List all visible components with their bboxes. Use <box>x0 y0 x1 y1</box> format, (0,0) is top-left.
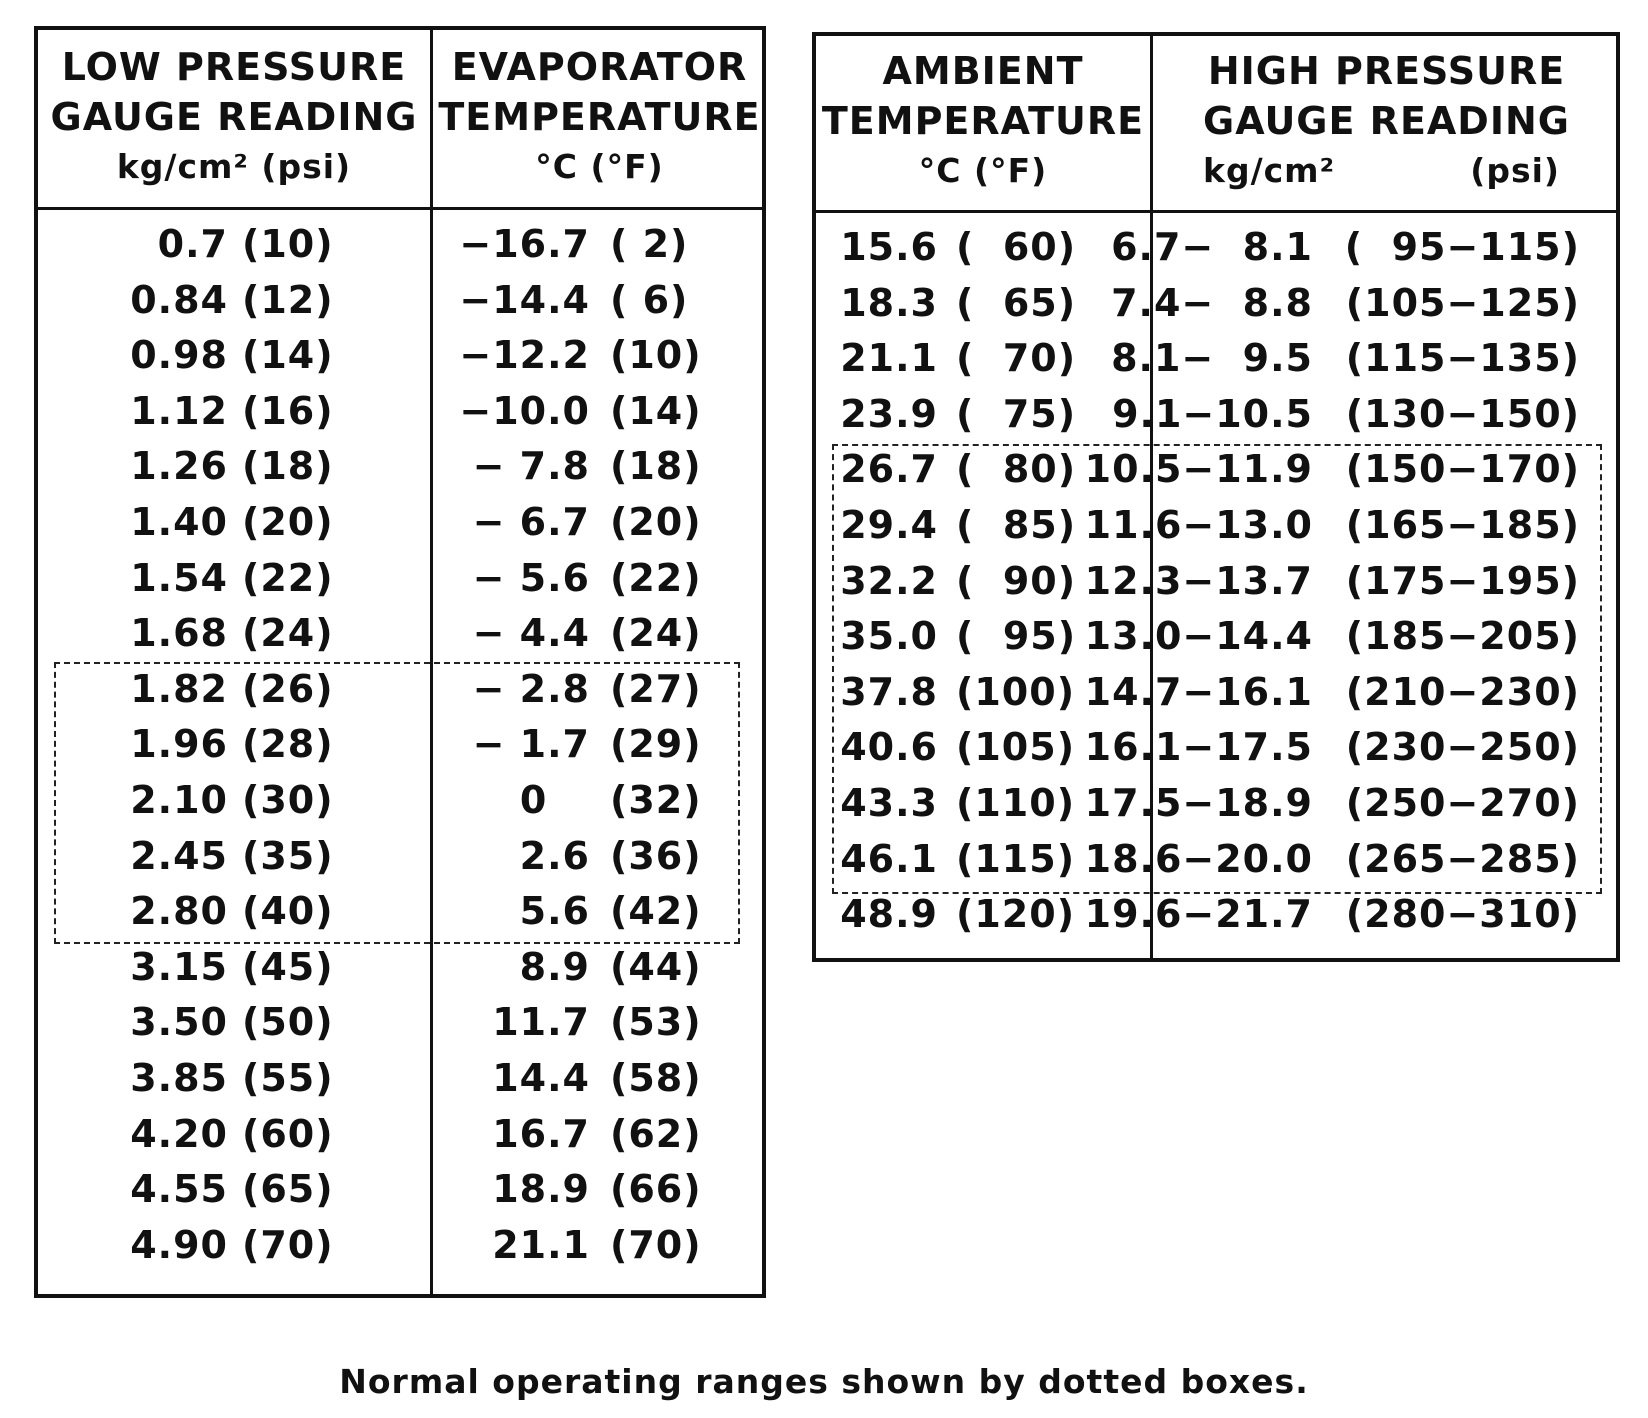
high-pressure-header-units-row <box>1153 146 1620 196</box>
evaporator-c-cell: −12.2 <box>459 333 590 378</box>
evaporator-c-cell: 14.4 <box>492 1056 590 1100</box>
low-pressure-kg-cell: 0.84 <box>130 277 228 322</box>
high-pressure-header-line1: HIGH PRESSURE <box>1207 49 1566 93</box>
ambient-f-cell: ( 90) <box>956 558 1077 603</box>
evaporator-c-cell: 16.7 <box>492 1111 590 1156</box>
high-pressure-kg-cell: 10.5−11.9 <box>1084 447 1313 492</box>
evaporator-f-cell: (32) <box>610 778 702 822</box>
evaporator-c-cell: − 6.7 <box>472 500 590 544</box>
low-pressure-header <box>38 42 430 192</box>
low-pressure-kg-cell: 4.20 <box>130 1111 228 1156</box>
high-pressure-header <box>1153 46 1620 196</box>
high-pressure-psi-cell: (265−285) <box>1345 836 1580 881</box>
high-pressure-kg-cell: 16.1−17.5 <box>1084 725 1313 770</box>
high-pressure-kg-cell: 11.6−13.0 <box>1084 503 1313 547</box>
low-pressure-header-units: kg/cm² (psi) <box>116 147 352 186</box>
low-pressure-psi-cell: (35) <box>242 833 334 878</box>
ambient-f-cell: ( 95) <box>956 614 1077 659</box>
ambient-c-cell: 48.9 <box>840 892 938 937</box>
ambient-f-cell: ( 75) <box>956 391 1077 436</box>
high-pressure-kg-cell: 12.3−13.7 <box>1084 558 1313 603</box>
evaporator-f-cell: (66) <box>610 1167 702 1212</box>
evaporator-f-cell: (27) <box>610 666 702 711</box>
evaporator-c-cell: 8.9 <box>519 944 590 989</box>
high-pressure-psi-cell: (185−205) <box>1345 614 1580 659</box>
high-pressure-kg-cell: 9.1−10.5 <box>1112 391 1313 436</box>
evaporator-c-cell: 11.7 <box>492 1000 590 1045</box>
low-pressure-psi-cell: (55) <box>242 1056 334 1100</box>
ambient-f-cell: ( 65) <box>956 280 1077 325</box>
high-pressure-kg-cell: 17.5−18.9 <box>1084 781 1313 825</box>
ambient-c-cell: 26.7 <box>840 447 938 492</box>
ambient-c-cell: 15.6 <box>840 225 938 269</box>
ambient-c-cell: 35.0 <box>840 614 938 659</box>
low-pressure-psi-cell: (18) <box>242 444 334 489</box>
high-pressure-psi-cell: (210−230) <box>1345 669 1580 714</box>
ambient-f-cell: (100) <box>956 669 1076 714</box>
evaporator-f-cell: (53) <box>610 1000 702 1045</box>
evaporator-temp-header <box>433 42 766 192</box>
evaporator-f-cell: (36) <box>610 833 702 878</box>
low-pressure-kg-cell: 1.54 <box>130 555 228 600</box>
ambient-temp-header-line2: TEMPERATURE <box>821 99 1145 143</box>
high-pressure-header-units-psi: (psi) <box>1470 151 1560 190</box>
high-pressure-header-line2: GAUGE READING <box>1203 99 1570 143</box>
high-pressure-psi-cell: (115−135) <box>1345 336 1580 381</box>
low-pressure-psi-cell: (10) <box>242 222 334 266</box>
ambient-c-cell: 40.6 <box>840 725 938 770</box>
low-pressure-kg-cell: 2.45 <box>130 833 228 878</box>
evaporator-f-cell: (42) <box>610 889 702 934</box>
evaporator-f-cell: (10) <box>610 333 702 378</box>
high-pressure-psi-cell: (105−125) <box>1345 280 1580 325</box>
high-pressure-kg-cell: 7.4− 8.8 <box>1111 280 1313 325</box>
evaporator-f-cell: ( 6) <box>610 277 689 322</box>
evaporator-temp-header-units: °C (°F) <box>535 147 664 186</box>
ambient-f-cell: ( 80) <box>956 447 1077 492</box>
high-pressure-kg-cell: 6.7− 8.1 <box>1111 225 1313 269</box>
low-pressure-psi-cell: (45) <box>242 944 334 989</box>
high-pressure-psi-cell: (230−250) <box>1345 725 1580 770</box>
high-pressure-psi-cell: (250−270) <box>1345 781 1580 825</box>
high-pressure-psi-cell: ( 95−115) <box>1344 225 1580 269</box>
ambient-f-cell: ( 85) <box>956 503 1077 547</box>
evaporator-c-cell: −10.0 <box>459 388 590 433</box>
low-pressure-kg-cell: 1.68 <box>130 611 228 656</box>
low-pressure-psi-cell: (70) <box>242 1222 334 1267</box>
evaporator-c-cell: 18.9 <box>492 1167 590 1212</box>
low-pressure-header-line1: LOW PRESSURE <box>61 45 407 89</box>
evaporator-f-cell: ( 2) <box>610 222 689 266</box>
low-pressure-kg-cell: 1.26 <box>130 444 228 489</box>
ambient-c-cell: 32.2 <box>840 558 938 603</box>
evaporator-c-cell: 2.6 <box>519 833 590 878</box>
ambient-temp-header-line1: AMBIENT <box>882 49 1084 93</box>
high-pressure-kg-cell: 19.6−21.7 <box>1084 892 1313 937</box>
ambient-f-cell: ( 60) <box>956 225 1077 269</box>
evaporator-c-cell: −14.4 <box>459 277 590 322</box>
high-pressure-kg-cell: 14.7−16.1 <box>1084 669 1313 714</box>
high-pressure-kg-cell: 13.0−14.4 <box>1084 614 1313 659</box>
high-pressure-psi-cell: (165−185) <box>1345 503 1580 547</box>
low-pressure-psi-cell: (24) <box>242 611 334 656</box>
evaporator-c-cell: − 7.8 <box>472 444 590 489</box>
ambient-c-cell: 43.3 <box>840 781 938 825</box>
ambient-c-cell: 37.8 <box>840 669 938 714</box>
low-pressure-kg-cell: 1.12 <box>130 388 228 433</box>
low-pressure-psi-cell: (14) <box>242 333 334 378</box>
low-pressure-kg-cell: 2.10 <box>130 778 228 822</box>
evaporator-c-cell: 21.1 <box>492 1222 590 1267</box>
evaporator-c-cell: − 1.7 <box>472 722 590 767</box>
evaporator-f-cell: (18) <box>610 444 702 489</box>
low-pressure-psi-cell: (12) <box>242 277 334 322</box>
evaporator-f-cell: (62) <box>610 1111 702 1156</box>
low-pressure-psi-cell: (40) <box>242 889 334 934</box>
low-pressure-psi-cell: (60) <box>242 1111 334 1156</box>
ambient-c-cell: 46.1 <box>840 836 938 881</box>
ambient-f-cell: ( 70) <box>956 336 1077 381</box>
ambient-f-cell: (120) <box>956 892 1076 937</box>
low-pressure-psi-cell: (50) <box>242 1000 334 1045</box>
evaporator-f-cell: (20) <box>610 500 702 544</box>
high-pressure-header-units-kg: kg/cm² <box>1203 151 1336 190</box>
high-pressure-psi-cell: (280−310) <box>1345 892 1580 937</box>
evaporator-c-cell: 0 <box>519 778 590 822</box>
evaporator-temp-header-line2: TEMPERATURE <box>438 95 761 139</box>
ambient-c-cell: 18.3 <box>840 280 938 325</box>
low-pressure-kg-cell: 1.96 <box>130 722 228 767</box>
evaporator-c-cell: − 4.4 <box>472 611 590 656</box>
ambient-c-cell: 21.1 <box>840 336 938 381</box>
low-pressure-kg-cell: 3.15 <box>130 944 228 989</box>
low-table-header-divider <box>38 207 762 210</box>
ambient-f-cell: (105) <box>956 725 1076 770</box>
low-pressure-psi-cell: (26) <box>242 666 334 711</box>
low-pressure-kg-cell: 1.82 <box>130 666 228 711</box>
low-pressure-kg-cell: 3.85 <box>130 1056 228 1100</box>
high-table-header-divider <box>816 210 1616 213</box>
evaporator-f-cell: (44) <box>610 944 702 989</box>
evaporator-f-cell: (14) <box>610 388 702 433</box>
high-pressure-psi-cell: (150−170) <box>1345 447 1580 492</box>
caption: Normal operating ranges shown by dotted boxes. <box>339 1362 1309 1401</box>
low-pressure-kg-cell: 0.7 <box>157 222 228 266</box>
low-pressure-kg-cell: 0.98 <box>130 333 228 378</box>
ambient-c-cell: 29.4 <box>840 503 938 547</box>
evaporator-f-cell: (24) <box>610 611 702 656</box>
evaporator-c-cell: −16.7 <box>459 222 590 266</box>
low-pressure-header-line2: GAUGE READING <box>50 95 418 139</box>
low-pressure-kg-cell: 4.90 <box>130 1222 228 1267</box>
high-pressure-psi-cell: (175−195) <box>1345 558 1580 603</box>
ambient-temp-header-units: °C (°F) <box>918 151 1048 190</box>
low-pressure-psi-cell: (28) <box>242 722 334 767</box>
low-pressure-kg-cell: 3.50 <box>130 1000 228 1045</box>
ambient-f-cell: (115) <box>956 836 1076 881</box>
evaporator-c-cell: − 5.6 <box>472 555 590 600</box>
low-normal-range-dotted-box <box>54 662 740 944</box>
high-pressure-psi-cell: (130−150) <box>1345 391 1580 436</box>
ambient-temp-header <box>816 46 1150 196</box>
low-pressure-kg-cell: 4.55 <box>130 1167 228 1212</box>
evaporator-temp-header-line1: EVAPORATOR <box>451 45 748 89</box>
low-pressure-psi-cell: (16) <box>242 388 334 433</box>
evaporator-f-cell: (22) <box>610 555 702 600</box>
low-pressure-psi-cell: (22) <box>242 555 334 600</box>
evaporator-c-cell: − 2.8 <box>472 666 590 711</box>
evaporator-f-cell: (29) <box>610 722 702 767</box>
high-pressure-kg-cell: 8.1− 9.5 <box>1111 336 1313 381</box>
evaporator-f-cell: (70) <box>610 1222 702 1267</box>
ambient-c-cell: 23.9 <box>840 391 938 436</box>
high-pressure-kg-cell: 18.6−20.0 <box>1084 836 1313 881</box>
high-normal-range-dotted-box <box>832 444 1602 894</box>
ambient-f-cell: (110) <box>956 781 1076 825</box>
low-pressure-kg-cell: 1.40 <box>130 500 228 544</box>
evaporator-c-cell: 5.6 <box>519 889 590 934</box>
low-pressure-kg-cell: 2.80 <box>130 889 228 934</box>
low-pressure-psi-cell: (30) <box>242 778 334 822</box>
low-pressure-psi-cell: (20) <box>242 500 334 544</box>
low-pressure-psi-cell: (65) <box>242 1167 334 1212</box>
evaporator-f-cell: (58) <box>610 1056 702 1100</box>
